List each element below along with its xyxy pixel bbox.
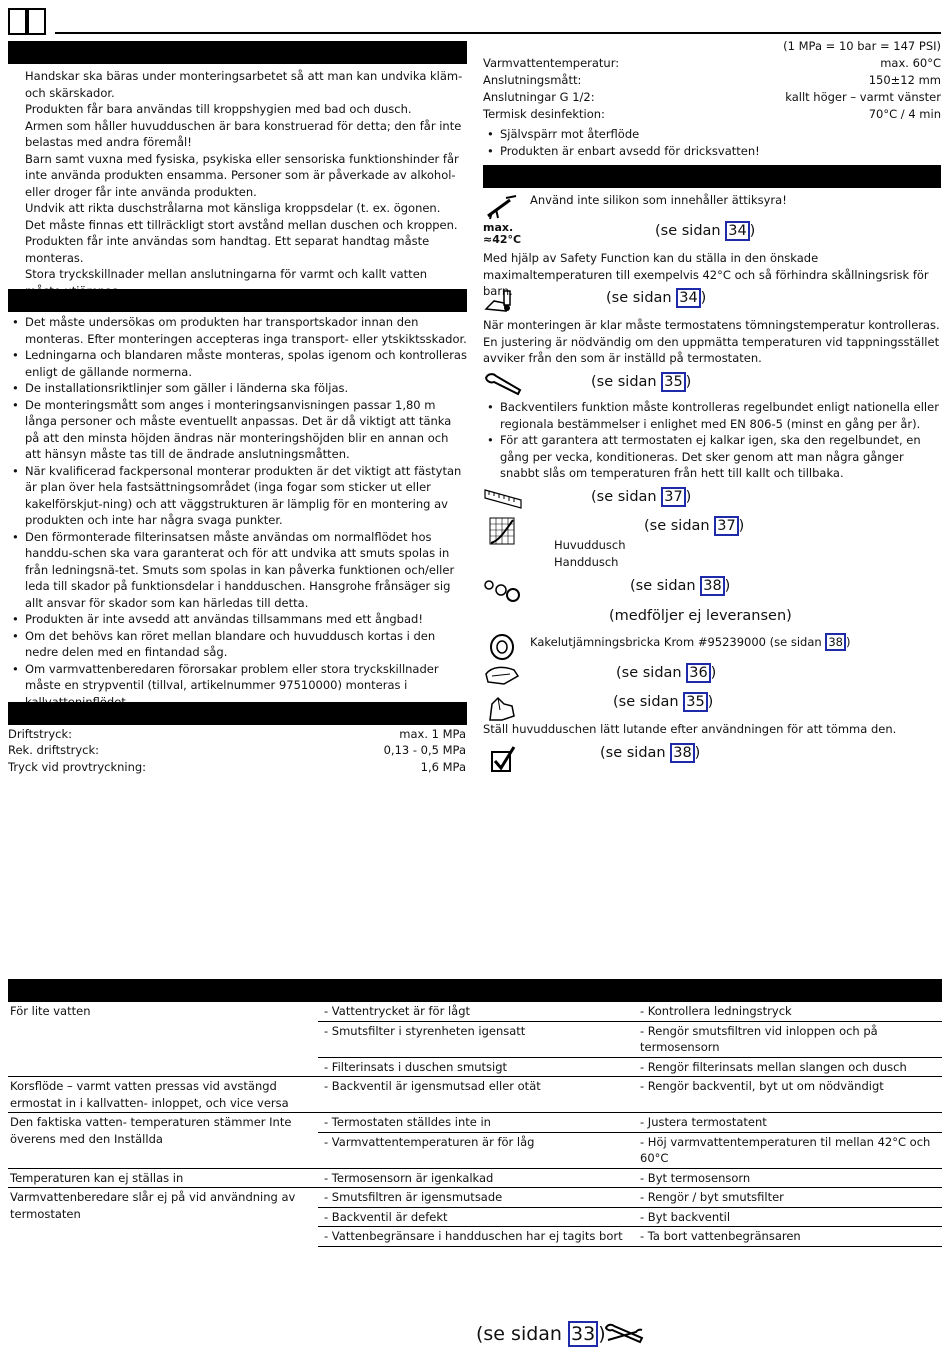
page-ref: (se sidan 38 )	[600, 745, 701, 761]
checkbox-icon	[490, 745, 516, 773]
header-rule	[55, 32, 941, 34]
flow-diagram-icon	[489, 517, 515, 545]
mounting-list	[8, 314, 468, 710]
troubleshooting-table	[8, 1002, 942, 1247]
page-ref-number[interactable]: 38	[825, 633, 846, 651]
tile-washer-text: Kakelutjämningsbricka Krom #95239000 (se sidan 38 )	[530, 635, 851, 649]
page-ref: (se sidan 35 )	[613, 694, 714, 710]
list-item: • Produkten är inte avsedd att användas tillsammans med ett ångbad!	[8, 611, 468, 628]
drain-text: Ställ huvudduschen lätt lutande efter användningen för att tömma den.	[483, 722, 897, 736]
page-ref: (se sidan 35 )	[591, 374, 692, 390]
table-row: Korsflöde – varmt vatten pressas vid avstängd ermostat in i kallvatten- inloppet, och vice versa - Backventil är igensmutsad eller otät - Rengör backventil, byt ut om nödvändigt	[8, 1077, 942, 1113]
dimension-icon	[484, 488, 522, 510]
hand-operation-icon	[486, 694, 518, 722]
list-item: • För att garantera att termostaten ej kalkar igen, ska den regelbundet, en gång per vecka, konditioneras. Det sker genom att man några gånger snabbt slås om temperaturen från hett till kallt och tillbaka.	[483, 432, 941, 482]
page-ref-number[interactable]: 37	[661, 487, 685, 507]
page-ref-number[interactable]: 37	[714, 516, 738, 536]
list-item: • De installationsriktlinjer som gäller i länderna ska följas.	[8, 380, 468, 397]
table-row: - Vattenbegränsare i handduschen har ej tagits bort - Ta bort vattenbegränsaren	[8, 1227, 942, 1247]
page-ref-number[interactable]: 38	[670, 743, 694, 763]
tech-row: Driftstryck: max. 1 MPa	[8, 727, 466, 741]
page-ref-number[interactable]: 36	[686, 663, 710, 683]
section-bar-troubleshooting	[8, 979, 942, 1002]
list-item: • Det måste undersökas om produkten har transportskador innan den monteras. Efter monteringen accepteras inga transport- eller ytskiktsskador.	[8, 314, 468, 347]
list-item: • De monteringsmått som anges i monteringsanvisningen passar 1,80 m långa personer och måste eventuellt anpassas. Det är då viktigt att tänka på att den minsta höjden ändras när monteringshöjden blir en annan och att hänsyn måste tas till de ändrade anslutningsmåtten.	[8, 397, 468, 463]
safety-text: Handskar ska bäras under monteringsarbetet så att man kan undvika kläm- och skärskador. Produkten får bara användas till kroppshygien med bad och dusch. Armen som håller huvudduschen är bara konstruerad för detta; den får inte belastas med andra föremål! Barn samt vuxna med fysiska, psykiska eller sensoriska funktionshinder får inte använda produkten ensamma. Personer som är påverkade av alkohol- eller droger får inte använda produkten. Undvik att rikta duschstrålarna mot känsliga kroppsdelar (t. ex. ögonen. Det måste finnas ett tillräckligt stort avstånd mellan duschen och kroppen. Produkten får inte användas som handtag. Ett separat handtag måste monteras. Stora tryckskillnader mellan anslutningarna för varmt och kallt vatten	[25, 69, 463, 281]
section-bar-mounting	[8, 289, 467, 312]
washer-icon	[489, 633, 515, 661]
table-row: Den faktiska vatten- temperaturen stämmer Inte överens med den Inställda - Termostaten ställdes inte in - Justera termostatent	[8, 1113, 942, 1133]
wrenches-icon	[604, 1322, 644, 1346]
pressure-note: (1 MPa = 10 bar = 147 PSI)	[783, 39, 941, 53]
page-ref-number[interactable]: 33	[568, 1321, 598, 1347]
page-ref-number[interactable]: 35	[661, 372, 685, 392]
calibration-text: När monteringen är klar måste termostatens tömningstemperatur kontrolleras. En justering är nödvändig om den uppmätta temperaturen vid tappningsstället avviker från den som är inställd på termostaten.	[483, 318, 940, 365]
tech-row: Anslutningar G 1/2: kallt höger – varmt vänster	[483, 90, 941, 104]
list-item: • Självspärr mot återflöde	[483, 126, 941, 143]
table-row: - Filterinsats i duschen smutsigt - Rengör filterinsats mellan slangen och dusch	[8, 1057, 942, 1077]
tech-row: Termisk desinfektion: 70°C / 4 min	[483, 107, 941, 121]
flow-label: Huvuddusch	[554, 538, 626, 552]
table-row: - Smutsfilter i styrenheten igensatt - Rengör smutsfiltren vid inloppen och på termosensorn	[8, 1021, 942, 1057]
silicone-gun-icon	[484, 194, 518, 220]
table-row: - Varmvattentemperaturen är för låg - Höj varmvattentemperaturen til mellan 42°C och 60°C	[8, 1132, 942, 1168]
not-included-note: (medföljer ej leveransen)	[609, 608, 792, 624]
flow-label: Handdusch	[554, 555, 619, 569]
page-ref: (se sidan 37 )	[644, 518, 745, 534]
list-item: • Produkten är enbart avsedd för dricksvatten!	[483, 143, 941, 160]
list-item: • Den förmonterade filterinsatsen måste användas om normalflödet hos handdu-schen ska vara garanterat och för att undvika att smuts spolas in från ledningsnä-tet. Smuts som spolas in kan påverka funktionen och/eller leda till skador på funktionsdelar i handduschen. Hansgrohe frånsäger sig allt ansvar för skador som kan härledas till detta.	[8, 529, 468, 612]
tech-row: Rek. driftstryck: 0,13 - 0,5 MPa	[8, 743, 466, 757]
page-ref: (se sidan 37 )	[591, 489, 692, 505]
wrench-icon	[484, 372, 522, 396]
tech-row: Anslutningsmått: 150±12 mm	[483, 73, 941, 87]
book-icon	[8, 8, 46, 36]
page-ref-number[interactable]: 34	[725, 221, 749, 241]
footer-page-ref: (se sidan 33 )	[476, 1323, 606, 1345]
spare-parts-icon	[484, 578, 522, 602]
page-ref: (se sidan 36 )	[616, 665, 717, 681]
page-ref: (se sidan 34 )	[655, 223, 756, 239]
max-label: max.	[483, 221, 514, 234]
page-ref: (se sidan 38 )	[630, 578, 731, 594]
table-row: För lite vatten - Vattentrycket är för lågt - Kontrollera ledningstryck	[8, 1002, 942, 1021]
tech-bullets	[483, 126, 941, 159]
cleaning-icon	[484, 662, 520, 688]
section-bar-symbols	[483, 165, 941, 188]
list-item: • När kvalificerad fackpersonal monterar produkten är det viktigt att fästytan är plan över hela fastsättningsområdet (inga fogar som sticker ut eller kakelförskjut-ning) och att väggstrukturen är lämplig för en montering av produkten och inte har några svaga punkter.	[8, 463, 468, 529]
tech-row: Varmvattentemperatur: max. 60°C	[483, 56, 941, 70]
table-row: Temperaturen kan ej ställas in - Termosensorn är igenkalkad - Byt termosensorn	[8, 1168, 942, 1188]
calibration-icon	[484, 289, 518, 315]
list-item: • Backventilers funktion måste kontrolleras regelbundet enligt nationella eller regionala bestämmelser i enlighet med EN 806-5 (minst en gång per år).	[483, 399, 941, 432]
tech-row: Tryck vid provtryckning: 1,6 MPa	[8, 760, 466, 774]
section-bar-technical	[8, 702, 467, 725]
section-bar-safety	[8, 41, 467, 64]
table-row: Varmvattenberedare slår ej på vid användning av termostaten - Smutsfiltren är igensmutsade - Rengör / byt smutsfilter	[8, 1188, 942, 1208]
maintenance-list	[483, 399, 941, 482]
list-item: • Ledningarna och blandaren måste monteras, spolas igenom och kontrolleras enligt de gällande normerna.	[8, 347, 468, 380]
list-item: • Om varmvattenberedaren förorsakar problem eller stora tryckskillnader måste en strypventil (tillval, artikelnummer 97510000) monteras i	[8, 661, 468, 711]
page-ref: (se sidan 34 )	[606, 290, 707, 306]
temp-label: ≈42°C	[483, 233, 522, 246]
table-row: - Backventil är defekt - Byt backventil	[8, 1207, 942, 1227]
safety-function-text: Med hjälp av Safety Function kan du ställa in den önskade maximaltemperaturen till exempelvis 42°C och så förhindra skållningsrisk för barn.	[483, 251, 929, 298]
list-item: • Om det behövs kan röret mellan blandare och huvuddusch kortas i den nedre delen med en fintandad såg.	[8, 628, 468, 661]
silicone-note: Använd inte silikon som innehåller ättiksyra!	[530, 193, 787, 207]
page-ref-number[interactable]: 34	[676, 288, 700, 308]
page-ref-number[interactable]: 38	[700, 576, 724, 596]
page-ref-number[interactable]: 35	[683, 692, 707, 712]
